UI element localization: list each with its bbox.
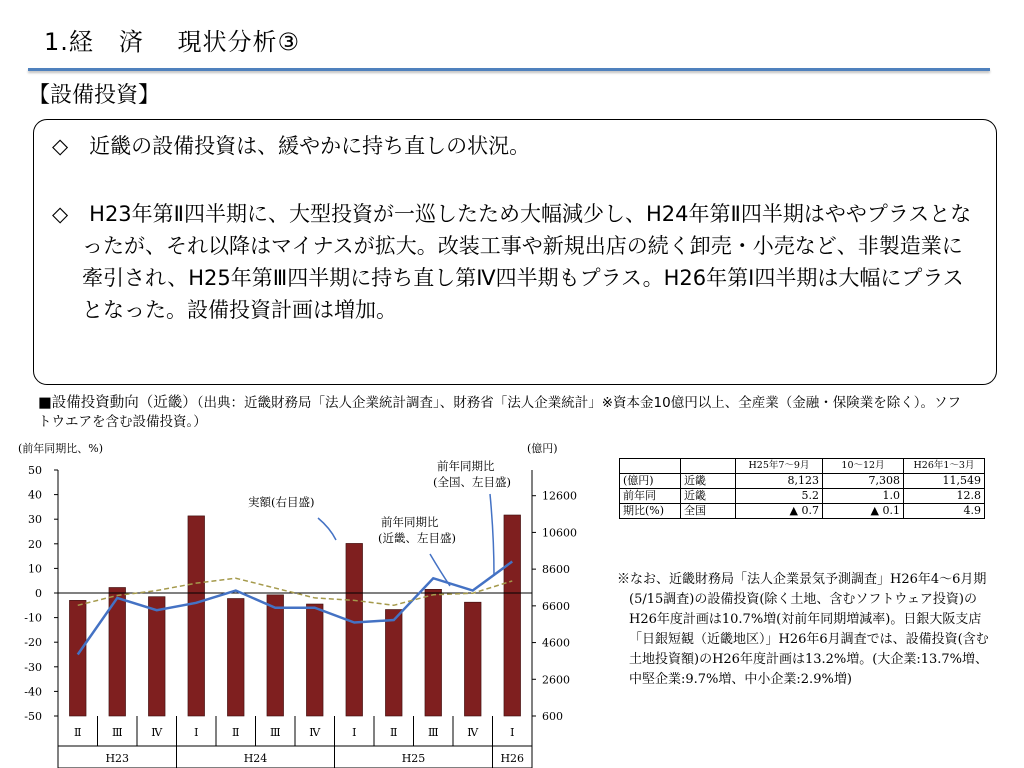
left-tick-label: 50 [28,464,42,477]
bar-actual [227,599,244,716]
year-label: H26 [500,752,525,765]
category-label: Ⅲ [427,726,439,739]
year-label: H25 [401,752,426,765]
left-tick-label: -10 [24,611,42,625]
annotation-arrow-national [490,494,494,576]
right-tick-label: 600 [542,710,563,723]
table-cell: 10～12月 [823,459,904,474]
bar-actual [385,610,402,716]
table-cell: H25年7～9月 [736,459,823,474]
table-cell: ▲ 0.7 [736,504,823,519]
caption-source: （出典：近畿財務局「法人企業統計調査」、財務省「法人企業統計」※資本金10億円以上、全産業（金融・保険業を除く）。ソフトウエアを含む設備投資。） [38,395,961,430]
year-label: H23 [105,752,130,765]
annotation-arrow-actual [318,518,336,540]
bar-actual [306,604,323,716]
annotation-kinki-line2: (近畿、左目盛) [378,531,456,545]
caption-main: ■設備投資動向（近畿） [38,395,197,411]
table-cell: 1.0 [823,489,904,504]
category-label: Ⅱ [74,726,82,739]
bar-actual [69,600,86,716]
left-tick-label: -30 [24,660,42,674]
bar-actual [504,515,521,716]
right-tick-label: 4600 [542,636,570,650]
plot-area [24,464,577,768]
table-cell: 11,549 [904,474,985,489]
left-tick-label: 20 [28,537,42,551]
table-cell: 8,123 [736,474,823,489]
left-tick-label: 0 [35,587,42,600]
bar-actual [188,516,205,716]
bar-actual [346,543,363,716]
category-label: Ⅱ [232,726,240,739]
line-yoy-kinki [78,562,513,655]
category-label: Ⅳ [151,726,163,739]
summary-bullet-2: ◇ H23年第Ⅱ四半期に、大型投資が一巡したため大幅減少し、H24年第Ⅱ四半期はややプラスとなったが、それ以降はマイナスが拡大。改装工事や新規出店の続く卸売・小売など、非製造業に牽引され、H25年第Ⅲ四半期に持ち直し第Ⅳ四半期もプラス。H26年第Ⅰ四半期は大幅にプラスとなった。設備投資計画は増加。 [52,202,972,322]
table-cell: 期比(%) [620,504,681,519]
table-cell: 近畿 [681,474,736,489]
right-axis-unit: (億円) [527,442,558,455]
left-tick-label: 10 [28,562,42,576]
bar-actual [148,597,165,716]
table-row [620,489,985,504]
table-cell: (億円) [620,474,681,489]
left-axis-unit: (前年同期比、%) [18,442,104,455]
title-divider [28,68,990,71]
table-cell: 近畿 [681,489,736,504]
year-label: H24 [243,752,268,765]
table-cell [620,459,681,474]
bar-actual [267,595,284,716]
left-tick-label: -50 [24,710,42,723]
table-cell: 12.8 [904,489,985,504]
left-tick-label: 40 [28,488,42,502]
category-label: Ⅰ [510,726,515,739]
table-row [620,504,985,519]
annotation-actual: 実額(右目盛) [248,495,315,509]
right-tick-label: 12600 [542,489,577,503]
right-tick-label: 2600 [542,673,570,687]
left-tick-label: -20 [24,636,42,650]
category-label: Ⅲ [111,726,123,739]
category-label: Ⅱ [390,726,398,739]
left-tick-label: 30 [28,513,42,527]
right-tick-label: 10600 [542,526,577,540]
table-header-row [620,459,985,474]
table-cell: H26年1～3月 [904,459,985,474]
annotation-national-line2: (全国、左目盛) [433,475,511,489]
right-tick-label: 6600 [542,599,570,613]
table-cell: 5.2 [736,489,823,504]
table-cell: ▲ 0.1 [823,504,904,519]
table-cell: 4.9 [904,504,985,519]
chart-caption [38,394,968,432]
table-cell: 7,308 [823,474,904,489]
table-cell: 前年同 [620,489,681,504]
page-title: 1.経 済 現状分析③ [44,28,301,56]
category-label: Ⅰ [194,726,199,739]
table-cell: 全国 [681,504,736,519]
annotation-national-line1: 前年同期比 [437,459,495,473]
category-label: Ⅲ [269,726,281,739]
bar-actual [425,589,442,716]
category-label: Ⅳ [309,726,321,739]
capex-chart [0,436,577,768]
table-row [620,474,985,489]
table-cell [681,459,736,474]
section-heading: 【設備投資】 [28,83,161,108]
right-tick-label: 8600 [542,563,570,577]
forecast-note: ※なお、近畿財務局「法人企業景気予測調査」H26年4～6月期(5/15調査)の設備投資(除く土地、含むソフトウェア投資)のH26年度計画は10.7%増(対前年同期増減率)。日銀大阪支店「日銀短観（近畿地区）」H26年6月調査では、設備投資(含む土地投資額)のH26年度計画は13.2%増。(大企業:13.7%増、中堅企業:9.7%増、中小企業:2.9%増) [617,572,989,687]
category-label: Ⅰ [352,726,357,739]
capex-table [619,458,985,519]
annotation-kinki-line1: 前年同期比 [381,515,439,529]
summary-bullet-1: ◇ 近畿の設備投資は、緩やかに持ち直しの状況。 [52,134,531,158]
left-tick-label: -40 [24,685,42,699]
bar-actual [464,602,481,716]
category-label: Ⅳ [467,726,479,739]
